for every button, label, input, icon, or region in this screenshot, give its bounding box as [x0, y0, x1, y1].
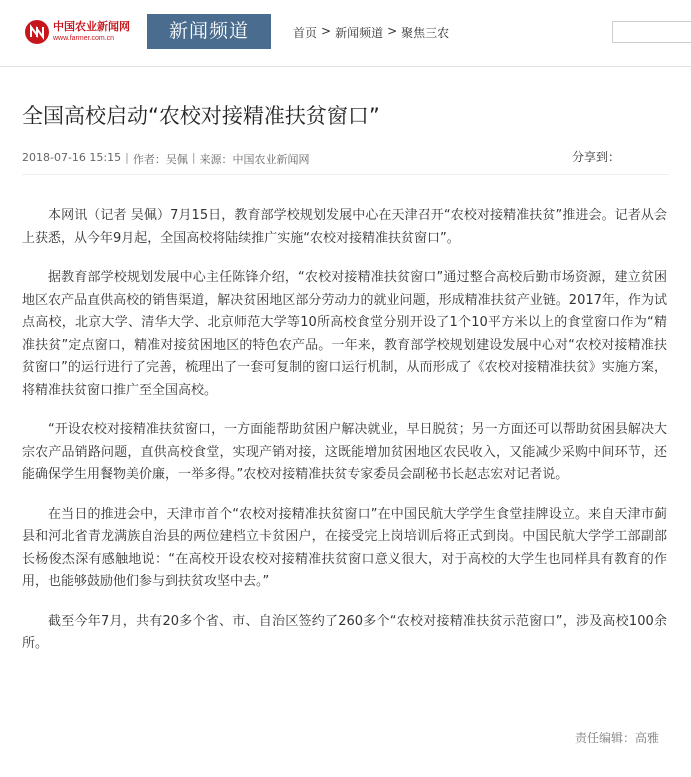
share-label: 分享到：	[572, 150, 621, 164]
header-divider	[0, 66, 691, 67]
search-input[interactable]	[612, 21, 691, 43]
logo-text	[53, 20, 130, 43]
breadcrumb	[293, 24, 449, 41]
channel-title[interactable]: 新闻频道	[147, 14, 271, 49]
article-paragraph: 截至今年7月，共有20多个省、市、自治区签约了260多个“农校对接精准扶贫示范窗口”，涉及高校100余所。	[22, 613, 667, 651]
article-body	[22, 205, 667, 673]
logo-emblem-icon	[25, 20, 49, 44]
article-paragraph: 据教育部学校规划发展中心主任陈锋介绍，“农校对接精准扶贫窗口”通过整合高校后勤市场资源，建立贫困地区农产品直供高校的销售渠道，解决贫困地区部分劳动力的就业问题，形成精准扶贫产业链。2017年，作为试点高校，北京大学、清华大学、北京师范大学等10所高校食堂分别开设了1个10平方米以上的食堂窗口作为“精准扶贫”定点窗口，精准对接贫困地区的特色农产品。一年来，教育部学校规划建设发展中心对“农校对接精准扶贫窗口”的运行进行了完善，梳理出了一套可复制的窗口运行机制，从而形成了《农校对接精准扶贫》实施方案，将精准扶贫窗口推广至全国高校。	[22, 270, 667, 398]
site-logo[interactable]	[22, 14, 146, 49]
author: 作者：吴佩	[132, 153, 188, 166]
share-bar	[572, 148, 620, 165]
meta-separator: |	[125, 151, 129, 164]
breadcrumb-separator: >	[321, 24, 332, 38]
article-paragraph: 在当日的推进会中，天津市首个“农校对接精准扶贫窗口”在中国民航大学学生食堂挂牌设立。来自天津市蓟县和河北省青龙满族自治县的两位建档立卡贫困户，在接受完上岗培训后将正式到岗。中国民航大学学工部副部长杨俊杰深有感触地说：“在高校开设农校对接精准扶贫窗口意义很大，对于高校的大学生也同样具有教育的作用，也能够鼓励他们参与到扶贫攻坚中去。”	[22, 506, 667, 589]
site-header	[0, 0, 691, 60]
breadcrumb-news-channel[interactable]: 新闻频道	[335, 26, 384, 40]
article-paragraph: 本网讯（记者 吴佩）7月15日，教育部学校规划发展中心在天津召开“农校对接精准扶贫”推进会。记者从会上获悉，从今年9月起，全国高校将陆续推广实施“农校对接精准扶贫窗口”。	[22, 208, 667, 246]
logo-url: www.farmer.com.cn	[53, 35, 115, 42]
breadcrumb-sannong[interactable]: 聚焦三农	[401, 26, 450, 40]
article-meta	[22, 151, 310, 167]
meta-divider	[22, 174, 669, 175]
breadcrumb-separator: >	[387, 24, 398, 38]
article-title: 全国高校启动“农校对接精准扶贫窗口”	[22, 104, 380, 128]
logo-name: 中国农业新闻网	[53, 20, 130, 33]
breadcrumb-home[interactable]: 首页	[293, 26, 318, 40]
responsible-editor: 责任编辑：高雅	[575, 731, 660, 745]
article-paragraph: “开设农校对接精准扶贫窗口，一方面能帮助贫困户解决就业，早日脱贫；另一方面还可以帮助贫困县解决大宗农产品销路问题，直供高校食堂，实现产销对接，这既能增加贫困地区农民收入，又能减少采购中间环节，还能确保学生用餐物美价廉，一举多得。”农校对接精准扶贫专家委员会副秘书长赵志宏对记者说。	[22, 422, 667, 482]
meta-separator: |	[191, 151, 196, 164]
source: 来源：中国农业新闻网	[199, 153, 310, 166]
publish-date: 2018-07-16 15:15	[22, 151, 122, 164]
